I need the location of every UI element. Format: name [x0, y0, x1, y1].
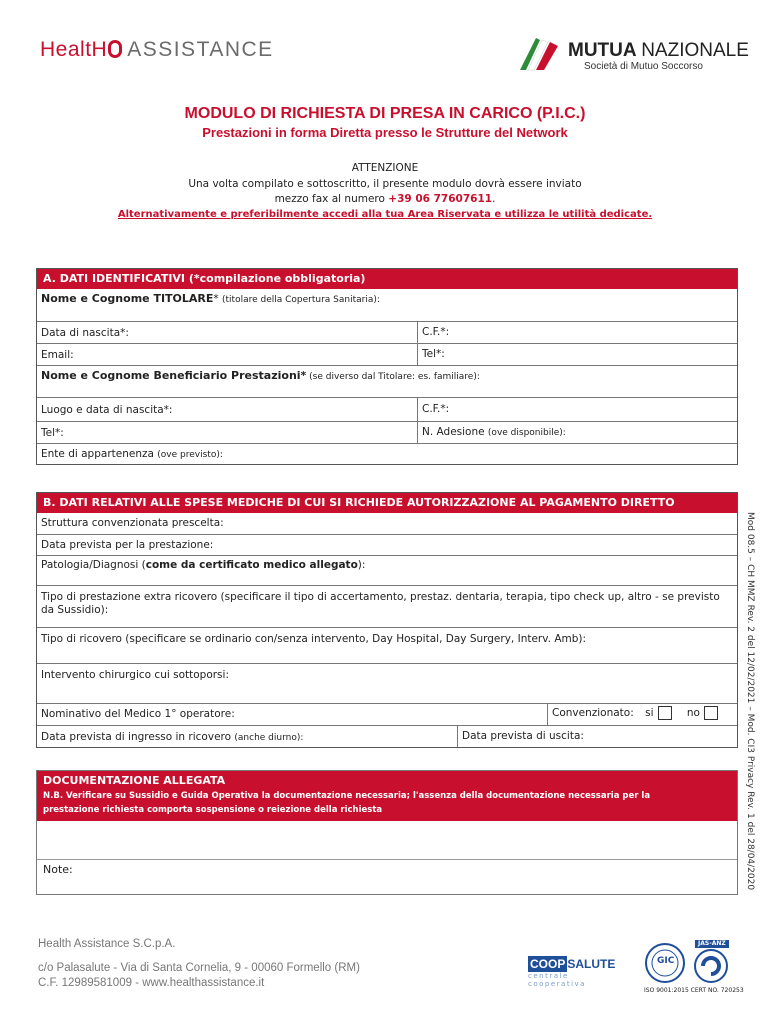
medico-field[interactable]: Nominativo del Medico 1° operatore: Convenzionato: si no [37, 703, 737, 725]
mutua-subtitle: Società di Mutuo Soccorso [584, 61, 703, 72]
mutua-nazionale-logo [518, 36, 749, 76]
tipo-prestazione-field[interactable]: Tipo di prestazione extra ricovero (specificare il tipo di accertamento, prestaz. dentaria, terapia, tipo check up, altro - se previsto da Sussidio): [37, 585, 737, 627]
struttura-field[interactable]: Struttura convenzionata prescelta: [41, 517, 224, 529]
convenzionato-no-checkbox[interactable] [704, 706, 718, 720]
cf-beneficiario-field[interactable]: C.F.*: [417, 397, 737, 421]
footer-address: c/o Palasalute - Via di Santa Cornelia, 9 - 00060 Formello (RM) [38, 962, 360, 974]
italian-flag-icon [518, 36, 566, 72]
cert-number: ISO 9001:2015 CERT NO. 720253 [644, 987, 744, 994]
fax-number: +39 06 77607611 [388, 193, 493, 205]
tel-field[interactable]: Tel*: [417, 343, 737, 365]
attention-line1: Una volta compilato e sottoscritto, il presente modulo dovrà essere inviato [188, 178, 582, 190]
docs-header: DOCUMENTAZIONE ALLEGATA N.B. Verificare su Sussidio e Guida Operativa la documentazione necessaria; l'assenza della documentazione necessaria per la prestazione richiesta comporta sospensione o reiezione della richiesta [37, 771, 737, 821]
luogo-data-field[interactable]: Luogo e data di nascita*: C.F.*: [37, 397, 737, 421]
page-title: MODULO DI RICHIESTA DI PRESA IN CARICO (P.I.C.) [184, 105, 586, 122]
note-field[interactable] [37, 860, 737, 894]
section-b [36, 492, 738, 748]
convenzionato-si-checkbox[interactable] [658, 706, 672, 720]
certification-logo: GIC JAS-ANZ [645, 938, 735, 988]
data-prestazione-field[interactable]: Data prevista per la prestazione: [37, 534, 737, 555]
intervento-field[interactable]: Intervento chirurgico cui sottoporsi: [37, 663, 737, 703]
footer-cf: C.F. 12989581009 - www.healthassistance.it [38, 977, 265, 989]
cf-field[interactable]: C.F.*: [417, 321, 737, 343]
logo-mark-icon [108, 40, 122, 58]
titolare-field[interactable]: Nome e Cognome TITOLARE* (titolare della Copertura Sanitaria): [41, 292, 380, 305]
area-riservata-link[interactable]: Alternativamente e preferibilmente accedi alla tua Area Riservata e utilizza le utilità dedicate. [117, 209, 653, 220]
page-subtitle: Prestazioni in forma Diretta presso le Strutture del Network [202, 125, 568, 140]
side-revision-text: Mod 08.5 – CH MMZ Rev. 2 del 12/02/2021 – Mod. CI3 Privacy Rev. 1 del 28/04/2020 [745, 512, 755, 891]
tel-beneficiario-field[interactable]: Tel*: N. Adesione (ove disponibile): [37, 421, 737, 443]
section-b-header: B. DATI RELATIVI ALLE SPESE MEDICHE DI CUI SI RICHIEDE AUTORIZZAZIONE AL PAGAMENTO DIRETTO [37, 493, 737, 513]
convenzionato-field: Convenzionato: si no [547, 703, 737, 725]
logo-text-health: HealtH [40, 38, 108, 61]
section-a [36, 268, 738, 465]
ente-field[interactable]: Ente di appartenenza (ove previsto): [37, 443, 737, 464]
section-a-header: A. DATI IDENTIFICATIVI (*compilazione obbligatoria) [37, 269, 737, 289]
health-assistance-logo [40, 38, 274, 62]
ingresso-field[interactable]: Data prevista di ingresso in ricovero (anche diurno): Data prevista di uscita: [37, 725, 737, 747]
docs-section [36, 770, 738, 895]
note-label: Note: [43, 863, 73, 876]
beneficiario-field[interactable]: Nome e Cognome Beneficiario Prestazioni* (se diverso dal Titolare: es. familiare): [37, 365, 737, 397]
footer-company: Health Assistance S.C.p.A. [38, 938, 176, 950]
mutua-nazionale-title: MUTUA NAZIONALE [568, 40, 749, 61]
docs-field[interactable] [37, 821, 737, 860]
patologia-field[interactable]: Patologia/Diagnosi (come da certificato medico allegato): [37, 555, 737, 585]
logo-text-assistance: ASSISTANCE [127, 38, 274, 61]
coopsalute-logo: COOP SALUTE centrale cooperativa [528, 957, 616, 988]
attention-line2: mezzo fax al numero +39 06 77607611. [274, 193, 496, 205]
tipo-ricovero-field[interactable]: Tipo di ricovero (specificare se ordinario con/senza intervento, Day Hospital, Day Surgery, Interv. Amb): [37, 627, 737, 663]
uscita-field[interactable]: Data prevista di uscita: [457, 725, 737, 747]
data-nascita-field[interactable]: Data di nascita*: C.F.*: [37, 321, 737, 343]
attention-label: ATTENZIONE [351, 162, 419, 174]
email-field[interactable]: Email: Tel*: [37, 343, 737, 365]
attention-link-wrap [0, 208, 770, 220]
adesione-field[interactable]: N. Adesione (ove disponibile): [417, 421, 737, 443]
